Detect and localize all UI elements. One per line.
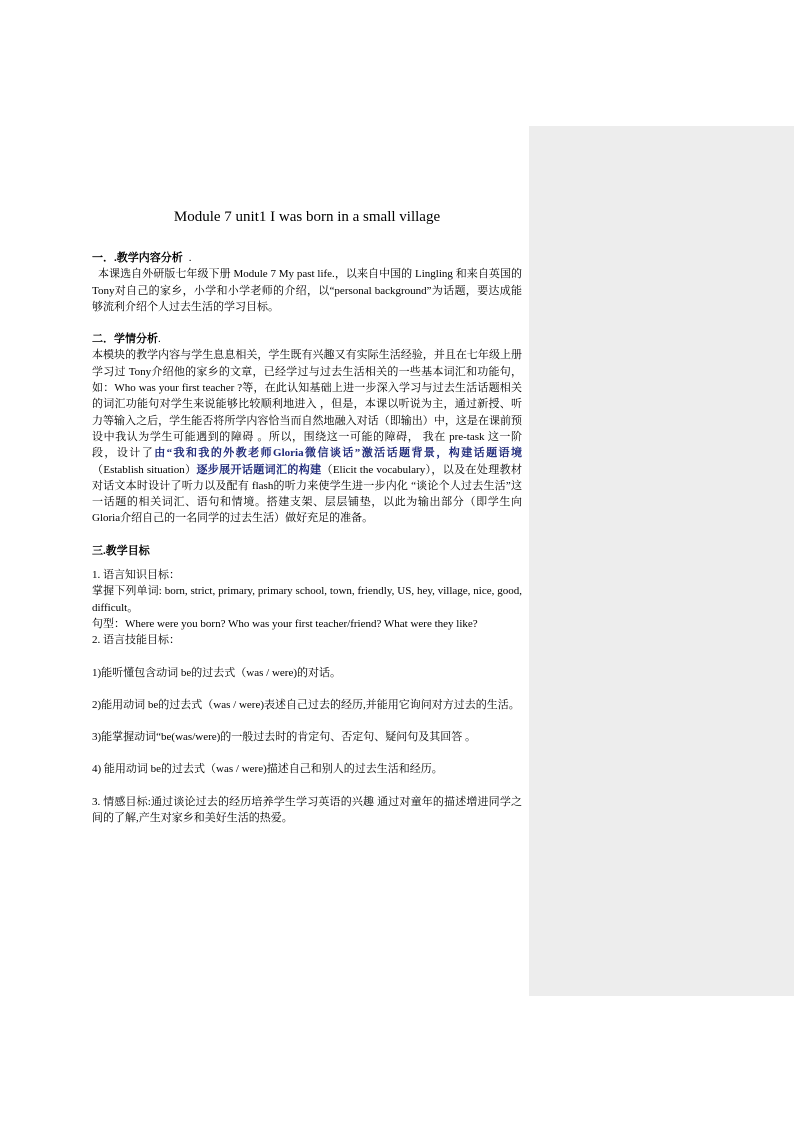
objective-vocabulary: 掌握下列单词: born, strict, primary, primary school, town, friendly, US, hey, village, nice, good, difficult。 <box>92 585 522 614</box>
section-heading-student-analysis: 二．学情分析. <box>92 333 161 346</box>
student-analysis-paragraph: 本模块的教学内容与学生息息相关，学生既有兴趣又有实际生活经验，并且在七年级上册学习过 Tony介绍他的家乡的文章，已经学过与过去生活相关的一些基本词汇和功能句，如：Who was your first teacher ?等，在此认知基础上进一步深入学习与过去生活话题相关的词汇功能句对学生来说能够比较顺利地进入 ，但是，本课以听说为主，通过新授、听力等输入之后，学生能否将所学内容恰当而自然地融入对话（即输出）中，这是在课前预设中我认为学生可能遇到的障碍 。所以，围绕这一可能的障碍， 我在 pre-task 这一阶段，设计了由“我和我的外教老师Gloria微信谈话”激活话题背景，构建话题语境（Establish situation）逐步展开话题词汇的构建（Elicit the vocabulary），以及在处理教材对话文本时设计了听力以及配有 flash的听力来使学生进一步内化 “谈论个人过去生活”这一话题的相关词汇、语句和情境。搭建支架、层层铺垫，以此为输出部分（即学生向Gloria介绍自己的一名同学的过去生活）做好充足的准备。 <box>92 349 522 525</box>
skill-item-4: 4) 能用动词 be的过去式（was / were)描述自己和别人的过去生活和经历。 <box>92 763 443 776</box>
skill-item-2: 2)能用动词 be的过去式（was / were)表述自己过去的经历,并能用它询问对方过去的生活。 <box>92 698 520 711</box>
highlight-text-vocabulary: 逐步展开话题词汇的构建 <box>196 463 322 476</box>
skill-item-3: 3)能掌握动词“be(was/were)的一般过去时的肯定句、否定句、疑问句及其回答 。 <box>92 731 477 744</box>
comment-margin-pane <box>529 126 794 996</box>
skill-item-1: 1)能听懂包含动词 be的过去式（was / were)的对话。 <box>92 666 341 679</box>
section-heading-content-analysis: 一．.教学内容分析 . <box>92 252 192 264</box>
objective-sentence-patterns: 句型：Where were you born? Who was your first teacher/friend? What were they like? <box>92 617 478 630</box>
objective-skill-label: 2. 语言技能目标： <box>92 634 180 647</box>
document-body <box>92 206 522 826</box>
highlight-text-context: 由“我和我的外教老师Gloria微信谈话”激活话题背景，构建话题语境 <box>154 447 522 460</box>
section-heading-objectives: 三.教学目标 <box>92 544 150 557</box>
content-analysis-paragraph: 本课选自外研版七年级下册 Module 7 My past life.，以来自中国的 Lingling 和来自英国的 Tony对自己的家乡，小学和小学老师的介绍，以“personal background”为话题，要达成能够流利介绍个人过去生活的学习目标。 <box>92 268 522 313</box>
page-title: Module 7 unit1 I was born in a small village <box>173 209 441 225</box>
objective-knowledge-label: 1. 语言知识目标： <box>92 569 180 582</box>
objective-emotional: 3. 情感目标:通过谈论过去的经历培养学生学习英语的兴趣 通过对童年的描述增进同学之间的了解,产生对家乡和美好生活的热爱。 <box>92 795 522 825</box>
